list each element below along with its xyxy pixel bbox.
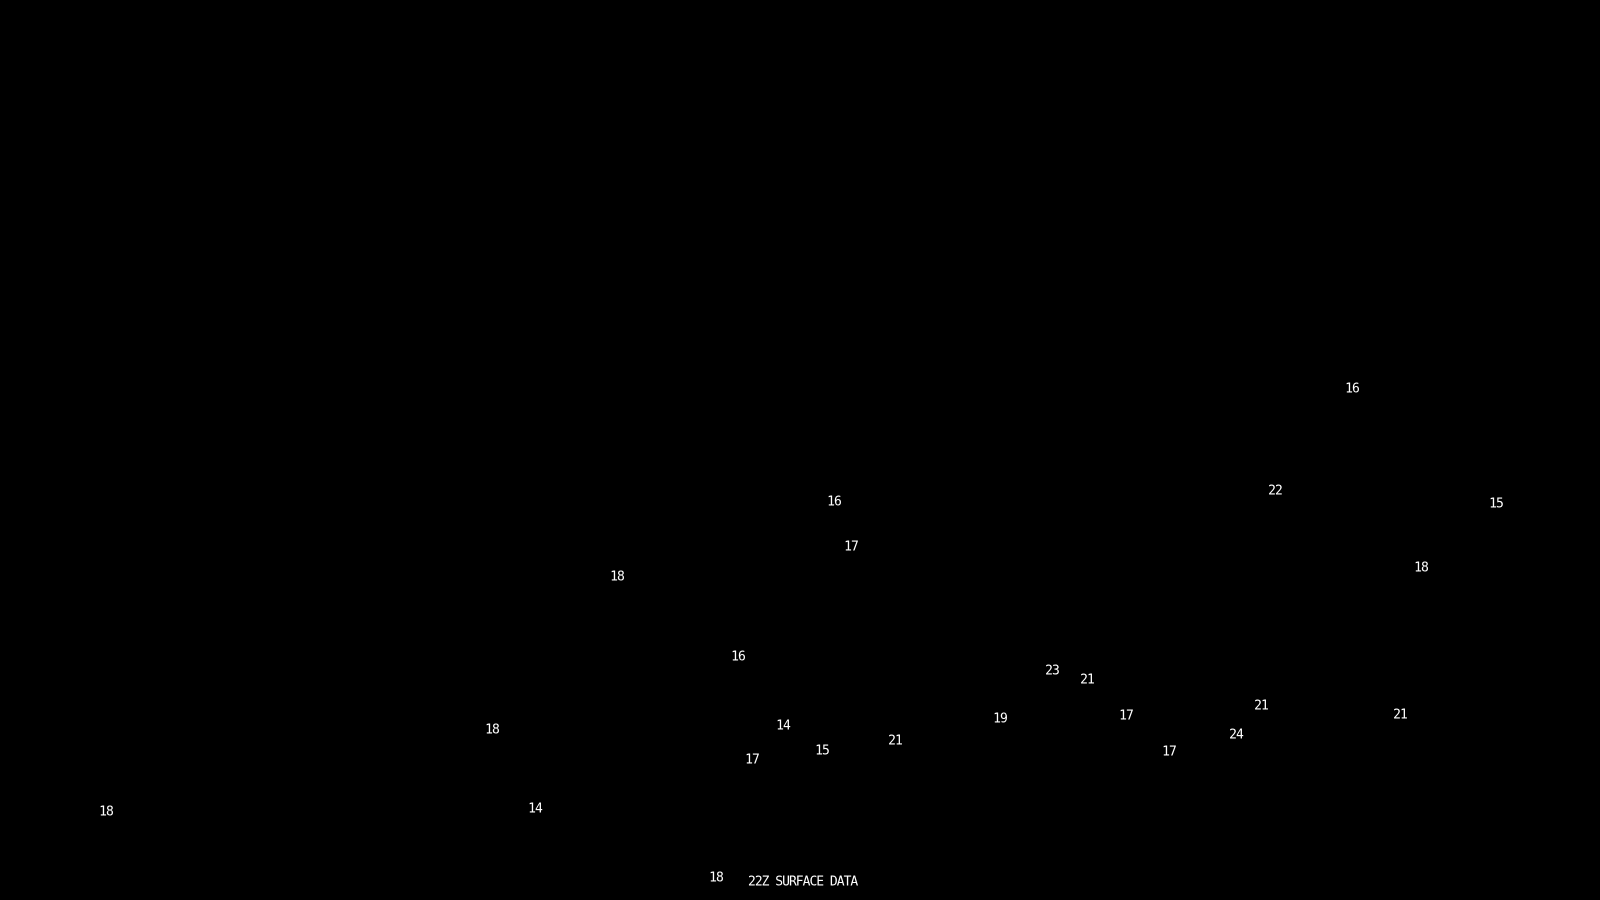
station-temperature: 18 xyxy=(1414,560,1428,576)
station-temperature: 21 xyxy=(1393,707,1407,723)
station-temperature: 24 xyxy=(1229,727,1243,743)
station-temperature: 21 xyxy=(1254,698,1268,714)
station-temperature: 23 xyxy=(1045,663,1059,679)
station-temperature: 17 xyxy=(844,539,858,555)
station-temperature: 16 xyxy=(827,494,841,510)
station-temperature: 17 xyxy=(745,752,759,768)
station-temperature: 14 xyxy=(776,718,790,734)
station-temperature: 17 xyxy=(1119,708,1133,724)
station-temperature: 19 xyxy=(993,711,1007,727)
station-temperature: 16 xyxy=(1345,381,1359,397)
station-temperature: 18 xyxy=(99,804,113,820)
station-temperature: 22 xyxy=(1268,483,1282,499)
station-temperature: 18 xyxy=(485,722,499,738)
plot-title: 22Z SURFACE DATA xyxy=(748,874,858,890)
station-temperature: 21 xyxy=(1080,672,1094,688)
station-temperature: 18 xyxy=(709,870,723,886)
station-temperature: 17 xyxy=(1162,744,1176,760)
station-temperature: 21 xyxy=(888,733,902,749)
station-temperature: 18 xyxy=(610,569,624,585)
station-temperature: 14 xyxy=(528,801,542,817)
station-temperature: 15 xyxy=(815,743,829,759)
station-temperature: 15 xyxy=(1489,496,1503,512)
station-temperature: 16 xyxy=(731,649,745,665)
